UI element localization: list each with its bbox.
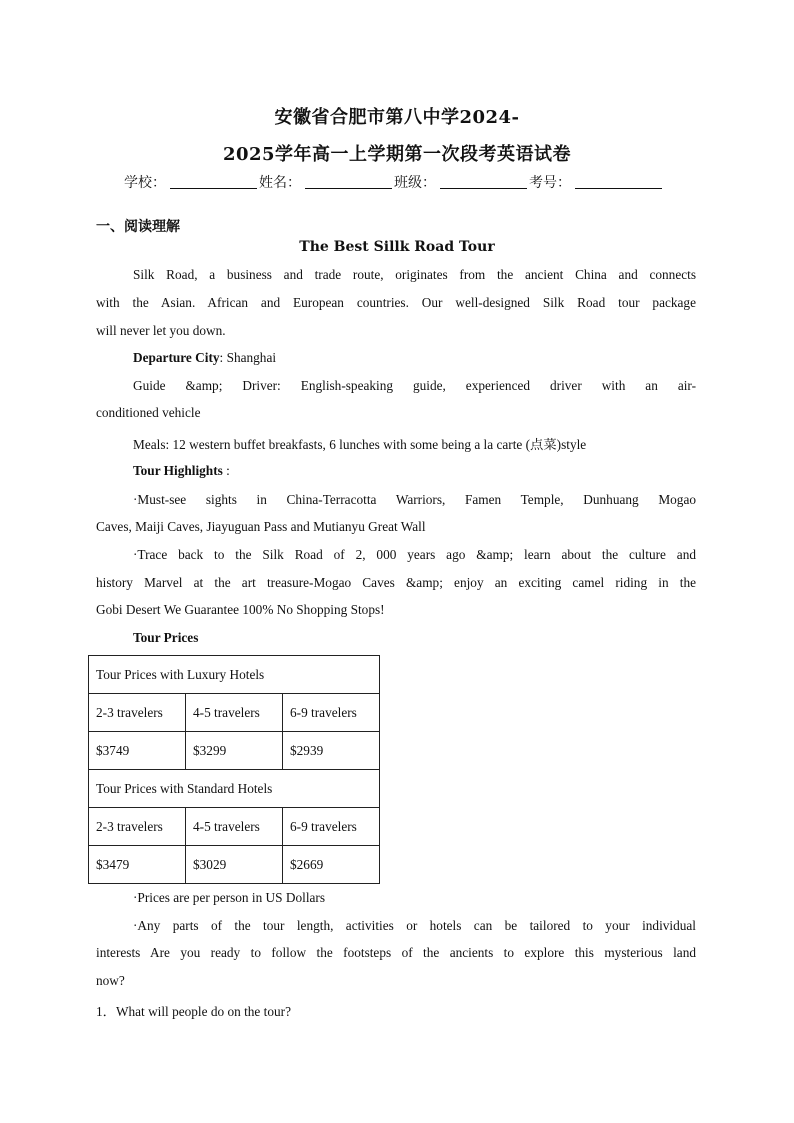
tailor-note-line-3: now? xyxy=(96,973,125,988)
price-table xyxy=(88,655,380,884)
exam-number-label: 考号： xyxy=(529,175,571,191)
table-row xyxy=(89,694,380,732)
group-size-cell: 6-9 travelers xyxy=(283,808,380,846)
guide-line-1: Guide &amp; Driver: English-speaking guide, experienced driver with an air- xyxy=(133,378,696,393)
highlights-label: Tour Highlights xyxy=(133,463,223,478)
standard-price-cell: $3029 xyxy=(186,846,283,884)
standard-price-cell: $3479 xyxy=(89,846,186,884)
highlight1-line-2: Caves, Maiji Caves, Jiayuguan Pass and Mutianyu Great Wall xyxy=(96,519,426,534)
departure-label: Departure City xyxy=(133,350,220,365)
class-blank[interactable] xyxy=(440,174,527,189)
luxury-heading-cell: Tour Prices with Luxury Hotels xyxy=(89,656,380,694)
exam-number-blank[interactable] xyxy=(575,174,662,189)
standard-heading-cell: Tour Prices with Standard Hotels xyxy=(89,770,380,808)
group-size-cell: 4-5 travelers xyxy=(186,694,283,732)
section-heading: 一、阅读理解 xyxy=(96,219,180,235)
table-row xyxy=(89,656,380,694)
tailor-note-line-1: ·Any parts of the tour length, activities or hotels can be tailored to your individual xyxy=(133,918,696,933)
highlight2-line-1: ·Trace back to the Silk Road of 2, 000 years ago &amp; learn about the culture and xyxy=(133,547,696,562)
passage-title: The Best Sillk Road Tour xyxy=(299,239,495,255)
highlight2-line-3: Gobi Desert We Guarantee 100% No Shopping Stops! xyxy=(96,602,385,617)
prices-heading: Tour Prices xyxy=(133,630,199,645)
group-size-cell: 6-9 travelers xyxy=(283,694,380,732)
student-info-row xyxy=(124,172,664,192)
table-row xyxy=(89,808,380,846)
table-row xyxy=(89,846,380,884)
name-label: 姓名： xyxy=(259,175,301,191)
standard-price-cell: $2669 xyxy=(283,846,380,884)
school-label: 学校： xyxy=(124,175,166,191)
luxury-price-cell: $3299 xyxy=(186,732,283,770)
class-label: 班级： xyxy=(394,175,436,191)
table-row xyxy=(89,732,380,770)
highlights-heading xyxy=(133,463,696,479)
group-size-cell: 4-5 travelers xyxy=(186,808,283,846)
group-size-cell: 2-3 travelers xyxy=(89,694,186,732)
group-size-cell: 2-3 travelers xyxy=(89,808,186,846)
highlight1-line-1: ·Must-see sights in China-Terracotta Warriors, Famen Temple, Dunhuang Mogao xyxy=(133,492,696,507)
exam-title-line1: 安徽省合肥市第八中学2024- xyxy=(274,107,520,128)
intro-line-2: with the Asian. African and European countries. Our well-designed Silk Road tour package xyxy=(96,295,696,310)
price-note: ·Prices are per person in US Dollars xyxy=(133,890,326,905)
intro-line-3: will never let you down. xyxy=(96,323,226,338)
school-blank[interactable] xyxy=(170,174,257,189)
departure-value: : Shanghai xyxy=(219,350,277,365)
question-1: 1．What will people do on the tour? xyxy=(96,1004,291,1019)
name-blank[interactable] xyxy=(305,174,392,189)
luxury-price-cell: $2939 xyxy=(283,732,380,770)
meals-line: Meals: 12 western buffet breakfasts, 6 lunches with some being a la carte (点菜)style xyxy=(133,437,587,452)
exam-title-line2: 2025学年高一上学期第一次段考英语试卷 xyxy=(222,144,572,165)
highlights-colon: : xyxy=(222,463,230,478)
highlight2-line-2: history Marvel at the art treasure-Mogao Caves &amp; enjoy an exciting camel riding in the xyxy=(96,575,696,590)
intro-line-1: Silk Road, a business and trade route, originates from the ancient China and connects xyxy=(133,267,696,282)
table-row xyxy=(89,770,380,808)
luxury-price-cell: $3749 xyxy=(89,732,186,770)
tailor-note-line-2: interests Are you ready to follow the footsteps of the ancients to explore this mysterious land xyxy=(96,945,696,960)
departure-line xyxy=(133,350,696,366)
guide-line-2: conditioned vehicle xyxy=(96,405,201,420)
